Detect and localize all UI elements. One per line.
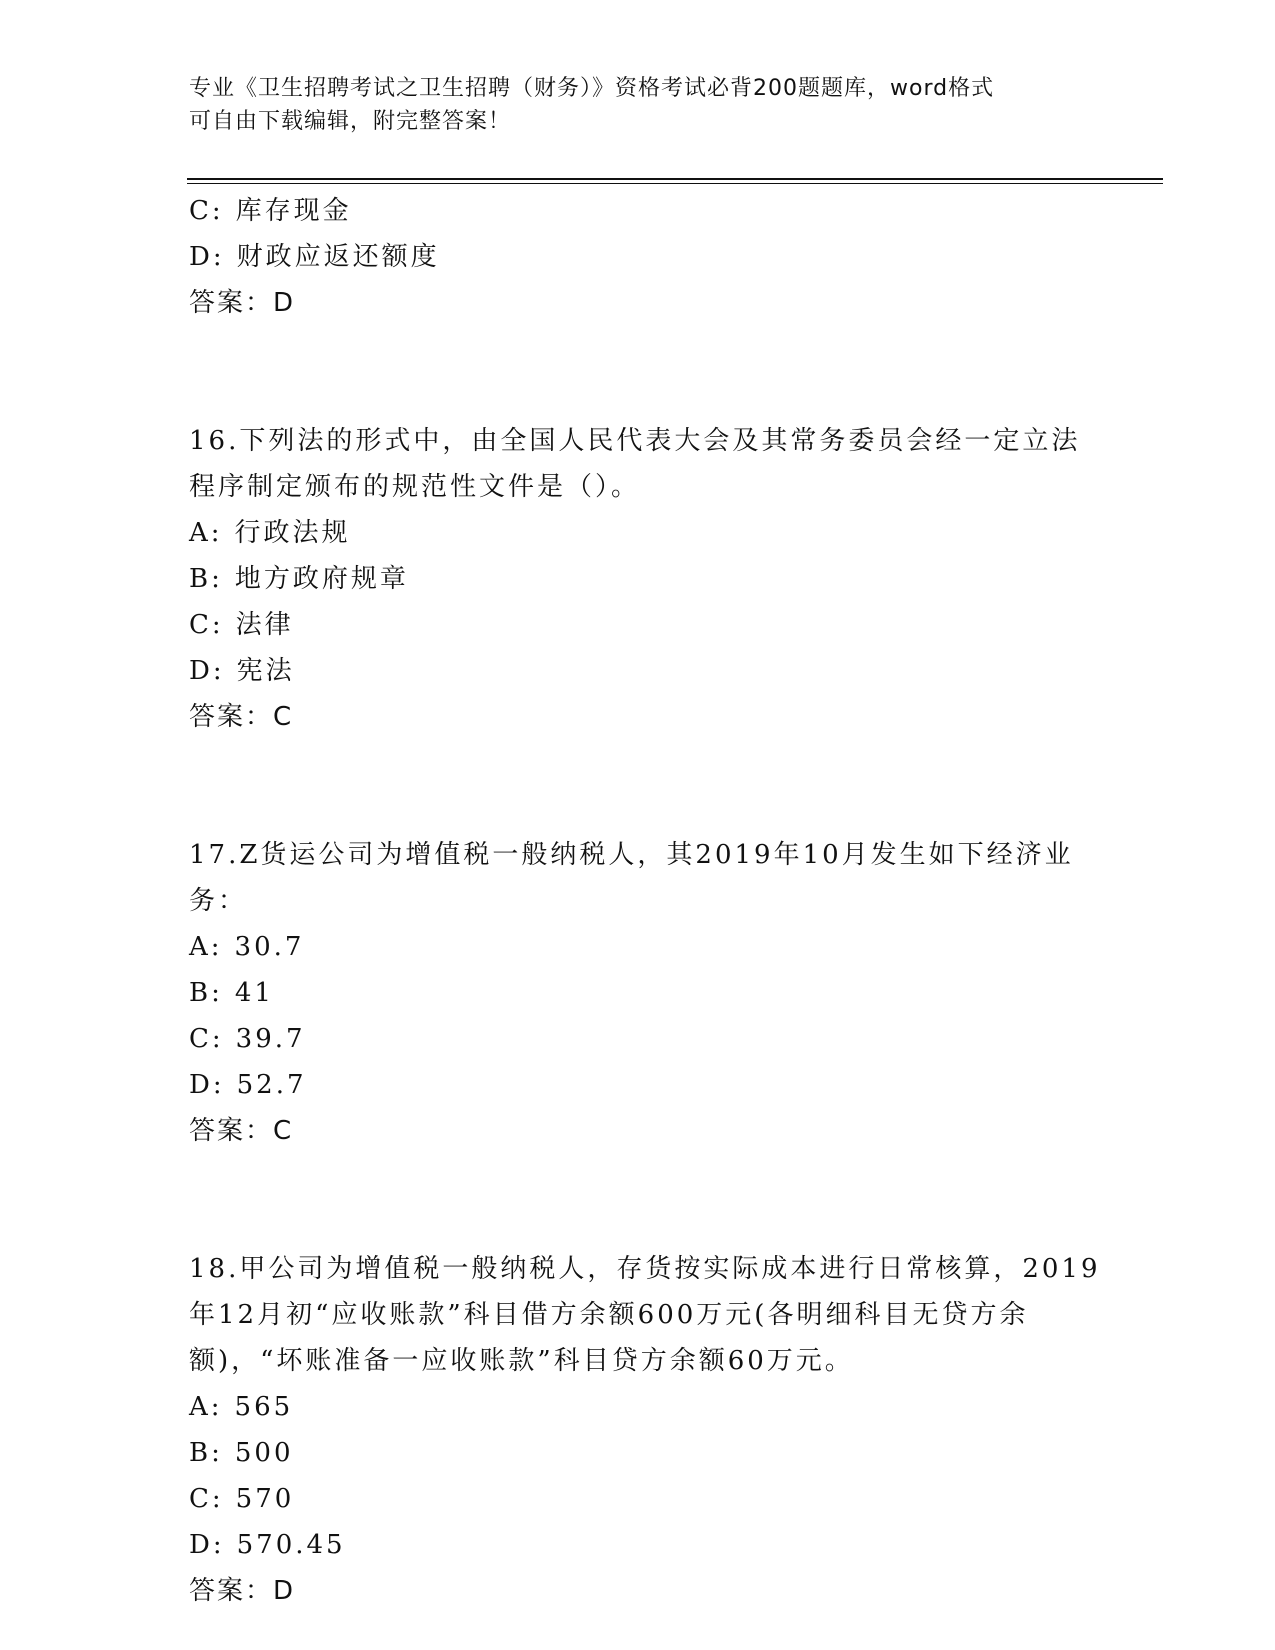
option-d: D: 570.45	[189, 1530, 346, 1560]
header-divider-thick	[187, 178, 1163, 180]
option-c: C: 法律	[189, 610, 294, 640]
option-d: D: 财政应返还额度	[189, 242, 440, 272]
question-16	[189, 418, 1089, 740]
header-divider-thin	[187, 183, 1163, 184]
option-b: B: 41	[189, 978, 274, 1008]
option-c: C: 39.7	[189, 1024, 306, 1054]
question-17	[189, 832, 1089, 1154]
question-stem-line: 额)，“坏账准备一应收账款”科目贷方余额60万元。	[189, 1346, 854, 1376]
option-b: B: 500	[189, 1438, 294, 1468]
document-header	[189, 72, 1069, 138]
header-title-line-2: 可自由下载编辑，附完整答案！	[189, 109, 512, 134]
option-c: C: 570	[189, 1484, 295, 1514]
question-stem-line: 18.甲公司为增值税一般纳税人，存货按实际成本进行日常核算，2019	[189, 1254, 1101, 1284]
continued-question	[189, 188, 1089, 326]
answer-line: 答案：D	[189, 288, 296, 318]
option-a: A: 565	[189, 1392, 294, 1422]
question-stem-line: 17.Z货运公司为增值税一般纳税人，其2019年10月发生如下经济业	[189, 840, 1074, 870]
question-18	[189, 1246, 1101, 1614]
option-a: A: 行政法规	[189, 518, 351, 548]
option-d: D: 宪法	[189, 656, 295, 686]
answer-line: 答案：C	[189, 1116, 294, 1146]
option-c: C: 库存现金	[189, 196, 352, 226]
question-stem-line: 务：	[189, 886, 248, 916]
question-stem-line: 年12月初“应收账款”科目借方余额600万元(各明细科目无贷方余	[189, 1300, 1029, 1330]
option-d: D: 52.7	[189, 1070, 307, 1100]
question-stem-line: 程序制定颁布的规范性文件是（）。	[189, 472, 641, 502]
header-title-line-1: 专业《卫生招聘考试之卫生招聘（财务）》资格考试必背200题题库，word格式	[189, 76, 995, 101]
question-list	[189, 188, 1101, 1614]
answer-line: 答案：C	[189, 702, 294, 732]
question-stem-line: 16.下列法的形式中，由全国人民代表大会及其常务委员会经一定立法	[189, 426, 1081, 456]
answer-line: 答案：D	[189, 1576, 296, 1606]
option-a: A: 30.7	[189, 932, 305, 962]
option-b: B: 地方政府规章	[189, 564, 409, 594]
